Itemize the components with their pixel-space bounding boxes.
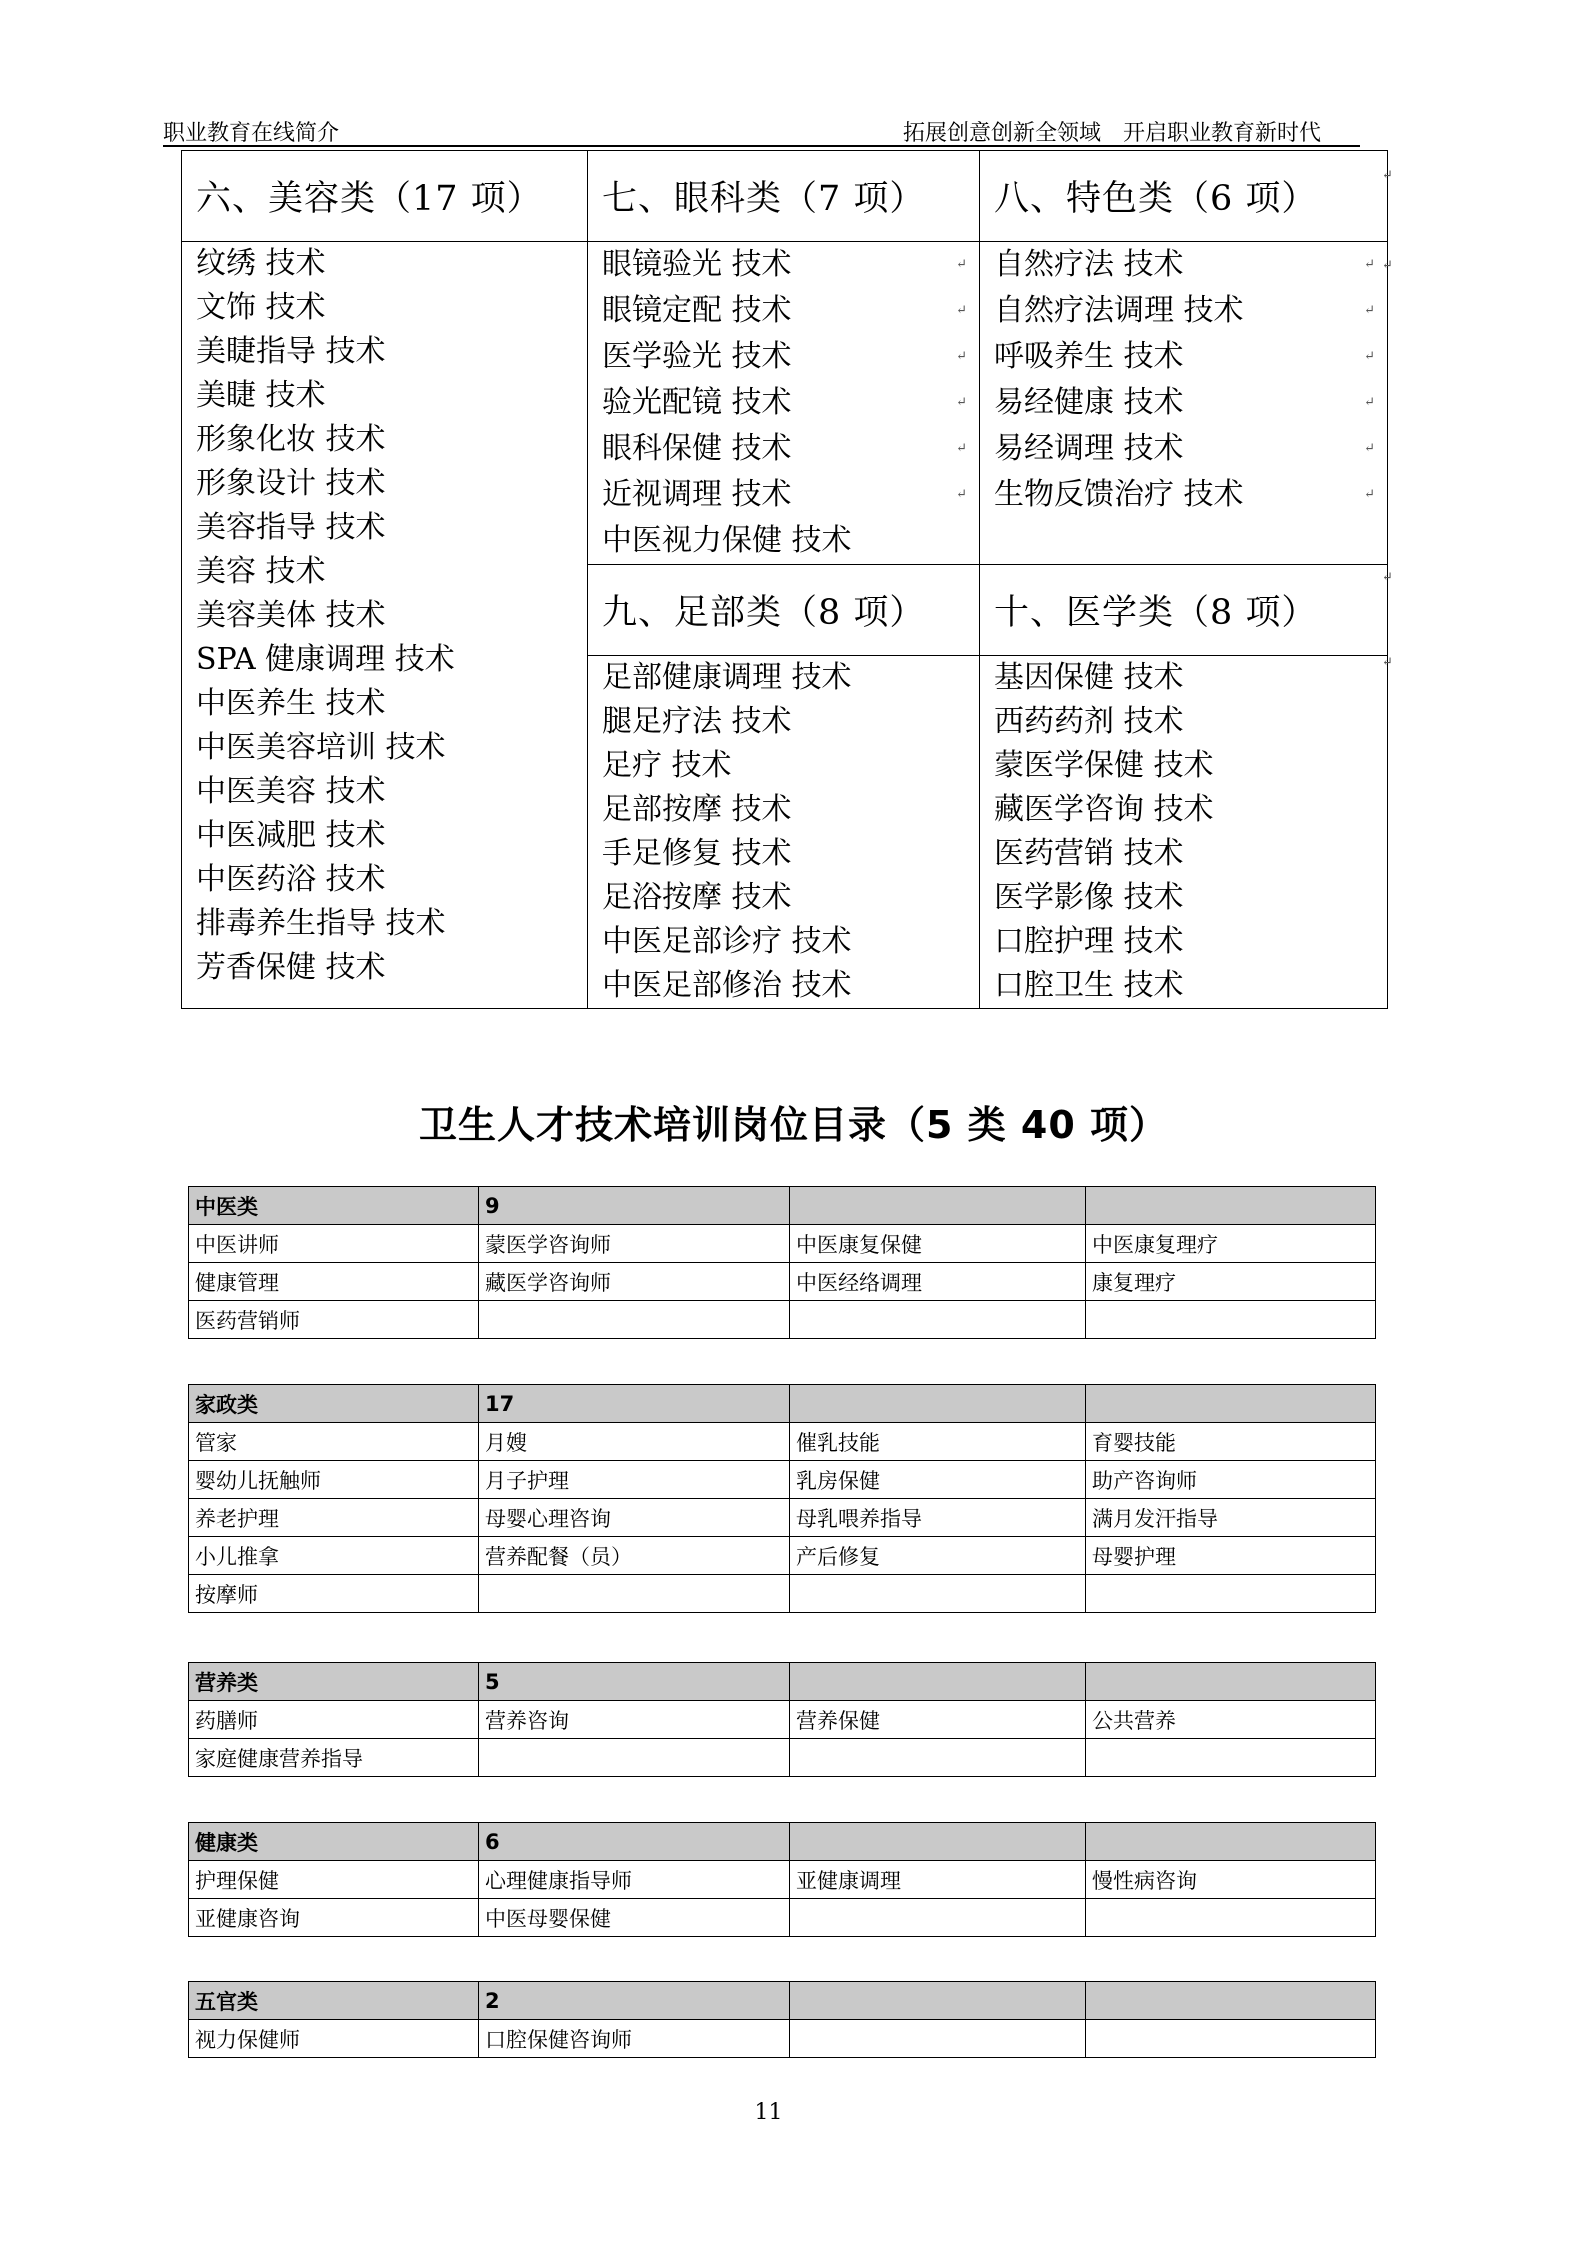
paragraph-mark-icon: ↵: [956, 257, 967, 272]
empty-cell: [479, 1739, 790, 1777]
job-title-cell: 护理保健: [189, 1861, 479, 1899]
job-title-cell: 管家: [189, 1423, 479, 1461]
paragraph-mark-icon: ↵: [1364, 487, 1375, 502]
category-item: 中医视力保健 技术: [602, 523, 852, 558]
job-title-cell: 公共营养: [1086, 1701, 1376, 1739]
job-title-cell: 产后修复: [790, 1537, 1086, 1575]
category-item: 眼镜验光 技术 ↵: [602, 242, 965, 288]
category-item: 足疗 技术: [602, 748, 732, 783]
empty-cell: [790, 1739, 1086, 1777]
category-item: 生物反馈治疗 技术 ↵: [994, 472, 1373, 518]
category-item: 足部健康调理 技术: [602, 660, 852, 695]
category-item: 美睫 技术: [196, 378, 326, 413]
paragraph-mark-icon: ↵: [956, 441, 967, 456]
job-group-table: [188, 1981, 1376, 2058]
table-row: [189, 1263, 1376, 1301]
job-title-cell: 养老护理: [189, 1499, 479, 1537]
category-item: 口腔护理 技术: [994, 924, 1184, 959]
job-title-cell: 育婴技能: [1086, 1423, 1376, 1461]
category-item: 易经健康 技术 ↵: [994, 380, 1373, 426]
category-item: 美容指导 技术: [196, 510, 386, 545]
category-item: 口腔卫生 技术: [994, 968, 1184, 1003]
empty-cell: [1086, 1385, 1376, 1423]
job-title-cell: 营养咨询: [479, 1701, 790, 1739]
category-item: 近视调理 技术 ↵: [602, 472, 965, 518]
category-item: 蒙医学保健 技术: [994, 748, 1214, 783]
job-title-cell: 中医母婴保健: [479, 1899, 790, 1937]
paragraph-mark-icon: ↵: [1382, 258, 1393, 273]
group-name: 中医类: [189, 1187, 479, 1225]
group-name: 家政类: [189, 1385, 479, 1423]
group-header-row: [189, 1663, 1376, 1701]
category-8-list: [980, 242, 1388, 565]
category-8-title: 八、特色类（6 项）: [980, 151, 1388, 242]
table-row: [189, 1861, 1376, 1899]
job-title-cell: 母乳喂养指导: [790, 1499, 1086, 1537]
group-header-row: [189, 1823, 1376, 1861]
category-item: 验光配镜 技术 ↵: [602, 380, 965, 426]
page-number: 11: [754, 2100, 783, 2125]
category-10-title: 十、医学类（8 项）: [980, 565, 1388, 656]
category-item: 中医养生 技术: [196, 686, 386, 721]
category-item: 纹绣 技术: [196, 246, 326, 281]
job-title-cell: 满月发汗指导: [1086, 1499, 1376, 1537]
empty-cell: [1086, 1663, 1376, 1701]
paragraph-mark-icon: ↵: [1364, 303, 1375, 318]
category-7-title: 七、眼科类（7 项）: [588, 151, 980, 242]
group-count: 2: [479, 1982, 790, 2020]
category-item: 足浴按摩 技术: [602, 880, 792, 915]
empty-cell: [1086, 1301, 1376, 1339]
empty-cell: [1086, 1982, 1376, 2020]
empty-cell: [1086, 1823, 1376, 1861]
category-item: 医学影像 技术: [994, 880, 1184, 915]
table-row: [189, 1899, 1376, 1937]
job-title-cell: 亚健康调理: [790, 1861, 1086, 1899]
category-item: 芳香保健 技术: [196, 950, 386, 985]
group-count: 17: [479, 1385, 790, 1423]
table-row: [189, 1423, 1376, 1461]
category-item: 医学验光 技术 ↵: [602, 334, 965, 380]
table-row: [189, 1739, 1376, 1777]
empty-cell: [790, 1899, 1086, 1937]
category-item: 中医足部修治 技术: [602, 968, 852, 1003]
job-title-cell: 蒙医学咨询师: [479, 1225, 790, 1263]
category-item: 腿足疗法 技术: [602, 704, 792, 739]
paragraph-mark-icon: ↵: [956, 349, 967, 364]
job-title-cell: 视力保健师: [189, 2020, 479, 2058]
job-group-table: [188, 1662, 1376, 1777]
table-row: [189, 1537, 1376, 1575]
category-10-list: [980, 656, 1388, 1009]
category-6-list: [182, 242, 588, 1009]
job-group-table: [188, 1384, 1376, 1613]
table-row: [189, 1301, 1376, 1339]
empty-cell: [1086, 1187, 1376, 1225]
job-title-cell: 月子护理: [479, 1461, 790, 1499]
empty-cell: [479, 1301, 790, 1339]
empty-cell: [1086, 1575, 1376, 1613]
header-right: 拓展创意创新全领域 开启职业教育新时代: [903, 121, 1322, 146]
category-item: 自然疗法 技术 ↵: [994, 242, 1373, 288]
empty-cell: [1086, 1739, 1376, 1777]
group-header-row: [189, 1187, 1376, 1225]
job-title-cell: 心理健康指导师: [479, 1861, 790, 1899]
empty-cell: [1086, 2020, 1376, 2058]
job-title-cell: 家庭健康营养指导: [189, 1739, 479, 1777]
empty-cell: [790, 1385, 1086, 1423]
paragraph-mark-icon: ↵: [956, 395, 967, 410]
paragraph-mark-icon: ↵: [1364, 395, 1375, 410]
job-title-cell: 藏医学咨询师: [479, 1263, 790, 1301]
section-title: 卫生人才技术培训岗位目录（5 类 40 项）: [418, 1103, 1168, 1147]
category-item: 中医减肥 技术: [196, 818, 386, 853]
category-item: 形象设计 技术: [196, 466, 386, 501]
group-header-row: [189, 1982, 1376, 2020]
category-item: 中医美容培训 技术: [196, 730, 446, 765]
job-title-cell: 药膳师: [189, 1701, 479, 1739]
category-item: 眼镜定配 技术 ↵: [602, 288, 965, 334]
category-item: 中医药浴 技术: [196, 862, 386, 897]
table-row: [189, 1225, 1376, 1263]
category-item: 藏医学咨询 技术: [994, 792, 1214, 827]
job-title-cell: 助产咨询师: [1086, 1461, 1376, 1499]
group-count: 6: [479, 1823, 790, 1861]
table-row: [189, 1575, 1376, 1613]
group-header-row: [189, 1385, 1376, 1423]
paragraph-mark-icon: ↵: [1364, 441, 1375, 456]
empty-cell: [1086, 1899, 1376, 1937]
job-title-cell: 按摩师: [189, 1575, 479, 1613]
empty-cell: [790, 1823, 1086, 1861]
empty-cell: [479, 1575, 790, 1613]
job-title-cell: 中医康复保健: [790, 1225, 1086, 1263]
empty-cell: [790, 1663, 1086, 1701]
job-title-cell: 母婴护理: [1086, 1537, 1376, 1575]
job-title-cell: 慢性病咨询: [1086, 1861, 1376, 1899]
category-9-list: [588, 656, 980, 1009]
job-title-cell: 中医康复理疗: [1086, 1225, 1376, 1263]
job-title-cell: 月嫂: [479, 1423, 790, 1461]
category-9-title: 九、足部类（8 项）: [588, 565, 980, 656]
group-count: 5: [479, 1663, 790, 1701]
job-title-cell: 口腔保健咨询师: [479, 2020, 790, 2058]
empty-cell: [790, 1982, 1086, 2020]
paragraph-mark-icon: ↵: [1382, 168, 1393, 183]
group-name: 五官类: [189, 1982, 479, 2020]
paragraph-mark-icon: ↵: [1382, 655, 1393, 670]
table-row: [189, 1701, 1376, 1739]
category-item: 医药营销 技术: [994, 836, 1184, 871]
job-title-cell: 营养配餐（员）: [479, 1537, 790, 1575]
job-title-cell: 催乳技能: [790, 1423, 1086, 1461]
header-divider: [163, 145, 1360, 147]
job-title-cell: 亚健康咨询: [189, 1899, 479, 1937]
paragraph-mark-icon: ↵: [1364, 349, 1375, 364]
empty-cell: [790, 1187, 1086, 1225]
paragraph-mark-icon: ↵: [1382, 570, 1393, 585]
category-item: 形象化妆 技术: [196, 422, 386, 457]
header-left: 职业教育在线简介: [163, 121, 340, 146]
category-item: 中医足部诊疗 技术: [602, 924, 852, 959]
category-item: 手足修复 技术: [602, 836, 792, 871]
job-title-cell: 康复理疗: [1086, 1263, 1376, 1301]
job-title-cell: 中医讲师: [189, 1225, 479, 1263]
job-title-cell: 医药营销师: [189, 1301, 479, 1339]
category-item: SPA 健康调理 技术: [196, 642, 455, 677]
group-name: 健康类: [189, 1823, 479, 1861]
job-title-cell: 乳房保健: [790, 1461, 1086, 1499]
category-item: 西药药剂 技术: [994, 704, 1184, 739]
category-6-title: 六、美容类（17 项）: [182, 151, 588, 242]
empty-cell: [790, 1301, 1086, 1339]
group-name: 营养类: [189, 1663, 479, 1701]
paragraph-mark-icon: ↵: [1364, 257, 1375, 272]
category-item: 易经调理 技术 ↵: [994, 426, 1373, 472]
empty-cell: [790, 2020, 1086, 2058]
paragraph-mark-icon: ↵: [956, 303, 967, 318]
category-7-list: [588, 242, 980, 565]
category-item: 基因保健 技术: [994, 660, 1184, 695]
job-group-table: [188, 1822, 1376, 1937]
job-group-table: [188, 1186, 1376, 1339]
category-item: 足部按摩 技术: [602, 792, 792, 827]
category-item: 排毒养生指导 技术: [196, 906, 446, 941]
job-title-cell: 小儿推拿: [189, 1537, 479, 1575]
category-item: 美容美体 技术: [196, 598, 386, 633]
category-item: 呼吸养生 技术 ↵: [994, 334, 1373, 380]
category-item: 美容 技术: [196, 554, 326, 589]
course-category-table: [181, 150, 1388, 1009]
category-item: 中医美容 技术: [196, 774, 386, 809]
category-item: 眼科保健 技术 ↵: [602, 426, 965, 472]
table-row: [189, 1499, 1376, 1537]
job-title-cell: 营养保健: [790, 1701, 1086, 1739]
table-row: [189, 1461, 1376, 1499]
job-title-cell: 婴幼儿抚触师: [189, 1461, 479, 1499]
job-title-cell: 健康管理: [189, 1263, 479, 1301]
category-item: 自然疗法调理 技术 ↵: [994, 288, 1373, 334]
empty-cell: [790, 1575, 1086, 1613]
category-item: 文饰 技术: [196, 290, 326, 325]
table-row: [189, 2020, 1376, 2058]
job-title-cell: 中医经络调理: [790, 1263, 1086, 1301]
paragraph-mark-icon: ↵: [956, 487, 967, 502]
category-item: 美睫指导 技术: [196, 334, 386, 369]
group-count: 9: [479, 1187, 790, 1225]
job-title-cell: 母婴心理咨询: [479, 1499, 790, 1537]
